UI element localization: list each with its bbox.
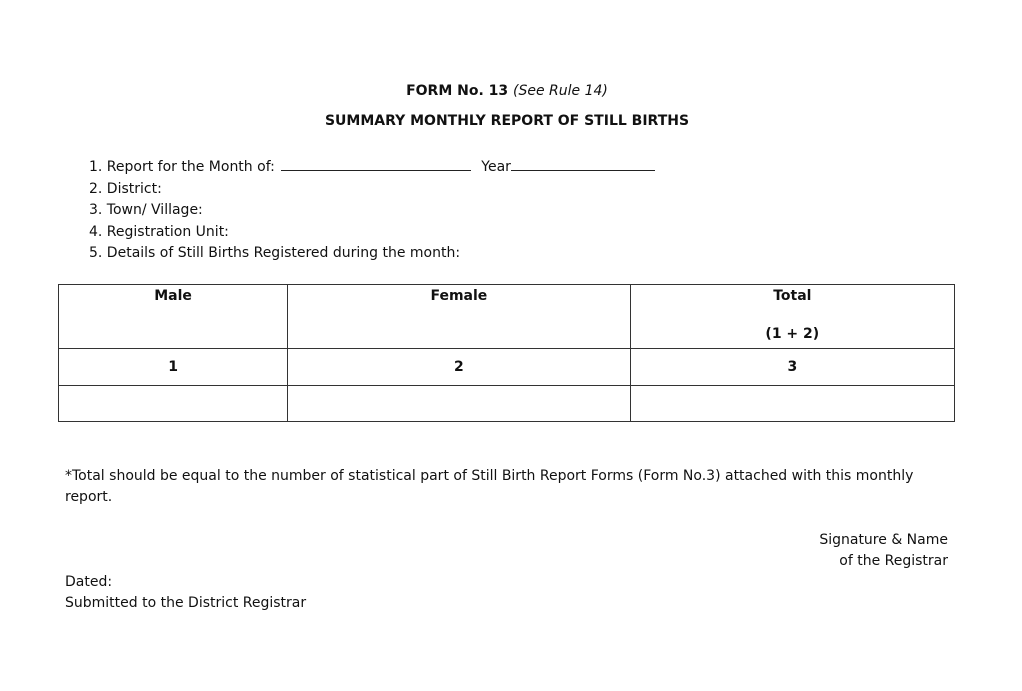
header-total-label: Total [773,288,812,304]
month-field [89,157,655,179]
rule-reference: (See Rule 14) [513,83,608,99]
year-label: Year [481,159,511,175]
report-title: SUMMARY MONTHLY REPORT OF STILL BIRTHS [324,113,690,129]
month-blank-line[interactable] [281,157,471,171]
table-row [59,386,955,422]
form-number: FORM No. 13 [406,83,509,99]
column-number-1: 1 [59,349,288,386]
column-number-3: 3 [630,349,954,386]
form-heading [0,82,1014,100]
header-total [630,285,954,349]
header-female: Female [288,285,631,349]
column-number-2: 2 [288,349,631,386]
table-header-row [59,285,955,349]
still-births-table [58,284,955,422]
footnote: *Total should be equal to the number of statistical part of Still Birth Report Forms (Form No.3) attached with this monthly report. [65,468,914,505]
dated-block [65,572,306,614]
details-field: 5. Details of Still Births Registered during the month: [89,245,461,261]
year-blank-line[interactable] [511,157,655,171]
report-fields [89,157,655,265]
total-count-cell[interactable] [630,386,954,422]
header-male: Male [59,285,288,349]
month-label: 1. Report for the Month of: [89,159,275,175]
dated-label: Dated: [65,574,113,590]
signature-line-1: Signature & Name [819,532,948,548]
signature-block [819,530,948,572]
submitted-label: Submitted to the District Registrar [65,595,307,611]
signature-line-2: of the Registrar [839,553,948,569]
town-village-field: 3. Town/ Village: [89,202,203,218]
male-count-cell[interactable] [59,386,288,422]
female-count-cell[interactable] [288,386,631,422]
column-number-row [59,349,955,386]
registration-unit-field: 4. Registration Unit: [89,223,229,240]
header-total-formula: (1 + 2) [765,326,820,342]
district-field: 2. District: [89,180,162,197]
